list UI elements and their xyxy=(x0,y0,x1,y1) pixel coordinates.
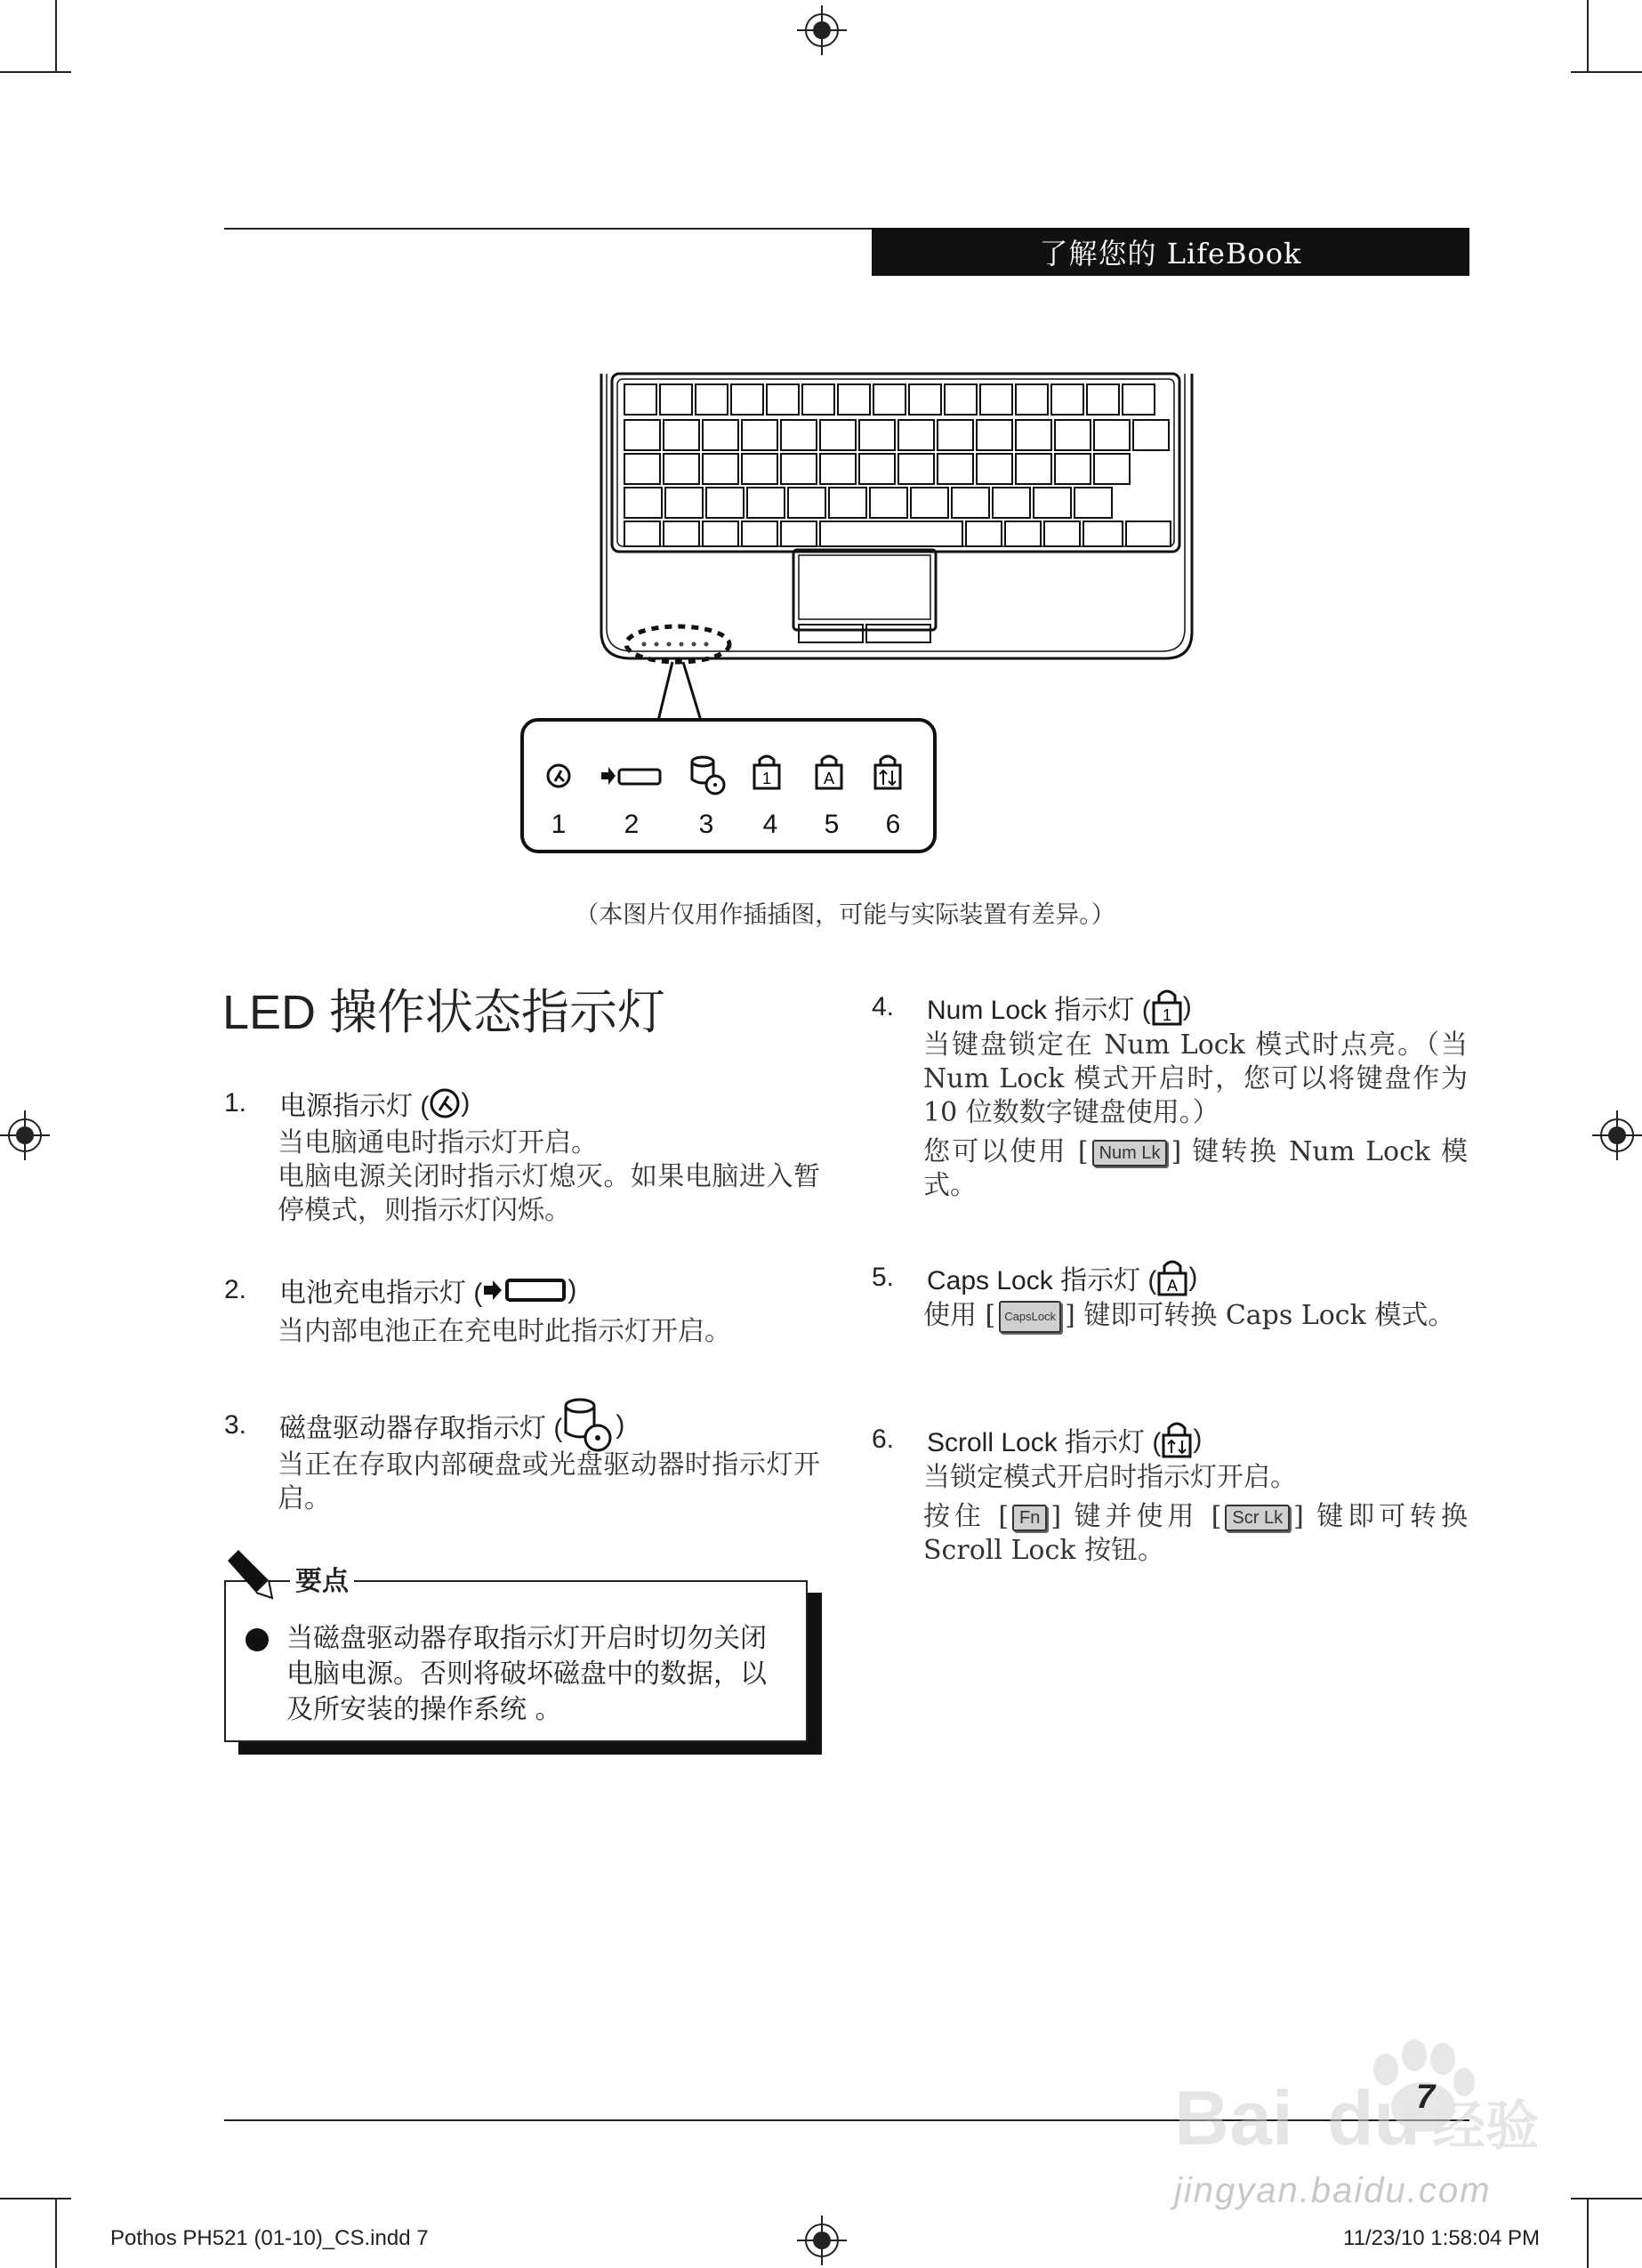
baidu-paw-icon xyxy=(1174,2020,1548,2162)
indicator-number: 3 xyxy=(698,810,714,839)
keyboard-key xyxy=(1133,420,1169,450)
keyboard-key xyxy=(788,488,825,518)
keyboard-key xyxy=(624,488,662,518)
keyboard-key xyxy=(802,384,834,415)
section-title: LED 操作状态指示灯 xyxy=(222,986,666,1039)
keyboard-key xyxy=(1005,521,1041,546)
list-item: 6. Scroll Lock 指示灯 ( ) 当锁定模式开启时指示灯开启。 按住 [ Fn ] 键并使用 [ Scr Lk ] 键即可转换 Scroll Lock 按钮。 xyxy=(872,1420,1468,1568)
item-text: 当键盘锁定在 Num Lock 模式时点亮。（当 Num Lock 模式开启时，您可以将键盘作为 10 位数数字键盘使用。） xyxy=(923,1029,1468,1128)
keyboard-key xyxy=(747,488,785,518)
keyboard-key xyxy=(1016,420,1051,450)
keyboard-key xyxy=(1126,521,1171,546)
header-title: 了解您的 LifeBook xyxy=(872,228,1469,276)
bullet-icon xyxy=(245,1628,269,1651)
registration-mark-icon xyxy=(1592,1110,1642,1160)
caps-lock-icon xyxy=(1156,1259,1188,1296)
keyboard-key xyxy=(1055,420,1091,450)
keyboard-key xyxy=(664,454,699,484)
list-item: 1. 电源指示灯 ( ) 当电脑通电时指示灯开启。 电脑电源关闭时指示灯熄灭。如果电脑进入暂停模式，则指示灯闪烁。 xyxy=(224,1084,820,1228)
keyboard-key xyxy=(664,521,699,546)
keyboard-key xyxy=(1044,521,1080,546)
svg-text:1: 1 xyxy=(761,770,772,787)
watermark-url: jingyan.baidu.com xyxy=(1174,2171,1492,2210)
scroll-lock-icon xyxy=(1161,1421,1193,1458)
caps-lock-key: CapsLock xyxy=(999,1301,1061,1333)
list-item: 3. 磁盘驱动器存取指示灯 ( ) 当正在存取内部硬盘或光盘驱动器时指示灯开启。 xyxy=(224,1397,820,1516)
keyboard-key xyxy=(820,521,962,546)
list-item: 2. 电池充电指示灯 ( ) 当内部电池正在充电时此指示灯开启。 xyxy=(224,1271,820,1349)
svg-text:du: du xyxy=(1327,2076,1421,2161)
keyboard-key xyxy=(1094,454,1130,484)
keyboard-key xyxy=(781,454,817,484)
crop-mark xyxy=(55,0,57,71)
keyboard-key xyxy=(952,488,989,518)
crop-mark xyxy=(1587,0,1589,71)
item-number: 2. xyxy=(224,1275,247,1304)
keyboard-key xyxy=(1055,454,1091,484)
keyboard-key xyxy=(1051,384,1083,415)
page-number: 7 xyxy=(1416,2078,1436,2116)
keyboard-key xyxy=(781,521,817,546)
item-number: 1. xyxy=(224,1088,247,1118)
crop-mark xyxy=(55,2198,57,2268)
item-text: 按住 [ Fn ] 键并使用 [ Scr Lk ] 键即可转换 Scroll Lock 按钮。 xyxy=(923,1501,1468,1566)
item-text: 当电脑通电时指示灯开启。 xyxy=(278,1127,598,1158)
item-text: 电脑电源关闭时指示灯熄灭。如果电脑进入暂停模式，则指示灯闪烁。 xyxy=(278,1161,820,1226)
item-title: 电池充电指示灯 ( xyxy=(279,1279,483,1308)
indicator-number: 1 xyxy=(551,810,567,839)
keyboard-key xyxy=(909,384,941,415)
keyboard-key xyxy=(898,420,934,450)
item-number: 6. xyxy=(872,1425,895,1454)
crop-mark xyxy=(1587,2198,1589,2268)
note-title: 要点 xyxy=(290,1559,354,1598)
indicator-number: 4 xyxy=(762,810,778,839)
keyboard-key xyxy=(838,384,870,415)
keyboard-key xyxy=(664,420,699,450)
registration-mark-icon xyxy=(797,5,847,55)
item-title: Caps Lock 指示灯 ( xyxy=(927,1266,1157,1295)
keyboard-key xyxy=(1016,454,1051,484)
led-indicator-callout xyxy=(519,717,938,854)
item-number: 5. xyxy=(872,1263,895,1292)
keyboard-key xyxy=(1075,488,1112,518)
item-text: 当锁定模式开启时指示灯开启。 xyxy=(923,1462,1297,1493)
keyboard-key xyxy=(820,454,856,484)
indicator-number: 6 xyxy=(885,810,901,839)
keyboard-key xyxy=(898,454,934,484)
keyboard-key xyxy=(624,521,660,546)
keyboard-key xyxy=(703,521,738,546)
keyboard-key xyxy=(703,454,738,484)
item-text: 使用 [ CapsLock ] 键即可转换 Caps Lock 模式。 xyxy=(923,1300,1455,1331)
keyboard-key xyxy=(731,384,763,415)
svg-text:经验: 经验 xyxy=(1432,2095,1539,2158)
svg-text:1: 1 xyxy=(1162,1006,1171,1024)
keyboard-key xyxy=(781,420,817,450)
keyboard-key xyxy=(1087,384,1119,415)
keyboard-key xyxy=(624,420,660,450)
num-lock-key: Num Lk xyxy=(1092,1140,1168,1166)
crop-mark xyxy=(0,2198,71,2199)
power-icon xyxy=(429,1087,461,1119)
keyboard-key xyxy=(1034,488,1071,518)
disk-drive-icon xyxy=(562,1397,616,1454)
keyboard-key xyxy=(742,454,777,484)
item-title: 磁盘驱动器存取指示灯 ( xyxy=(279,1414,563,1443)
registration-mark-icon xyxy=(0,1110,50,1160)
svg-text:A: A xyxy=(823,770,835,787)
keyboard-key xyxy=(993,488,1030,518)
file-slug: Pothos PH521 (01-10)_CS.indd 7 xyxy=(110,2226,429,2250)
svg-text:Bai: Bai xyxy=(1174,2076,1293,2161)
item-number: 3. xyxy=(224,1410,247,1440)
keyboard-key xyxy=(742,420,777,450)
keyboard-key xyxy=(859,420,895,450)
keyboard-key xyxy=(742,521,777,546)
keyboard-key xyxy=(1123,384,1155,415)
keyboard-key xyxy=(696,384,728,415)
keyboard-key xyxy=(660,384,692,415)
note-text: 当磁盘驱动器存取指示灯开启时切勿关闭电脑电源。否则将破坏磁盘中的数据，以及所安装的操作系统 。 xyxy=(286,1623,767,1725)
keyboard-key xyxy=(873,384,906,415)
item-title: Scroll Lock 指示灯 ( xyxy=(927,1428,1162,1457)
item-title: Num Lock 指示灯 ( xyxy=(927,996,1151,1025)
list-item: 4. Num Lock 指示灯 ( 1 ) 当键盘锁定在 Num Lock 模式时点亮。（当 Num Lock 模式开启时，您可以将键盘作为 10 位数数字键盘使用。） 您可以使用 [ Num Lk ] 键转换 Num Lock 模式。 xyxy=(872,988,1468,1203)
keyboard-key xyxy=(1083,521,1123,546)
battery-charging-icon xyxy=(482,1277,567,1303)
crop-mark xyxy=(1571,2198,1642,2199)
indicator-number: 5 xyxy=(824,810,840,839)
keyboard-key xyxy=(1094,420,1130,450)
keyboard-key xyxy=(977,420,1012,450)
keyboard-key xyxy=(870,488,907,518)
keyboard-key xyxy=(624,454,660,484)
keyboard-key xyxy=(911,488,948,518)
item-text: 当正在存取内部硬盘或光盘驱动器时指示灯开启。 xyxy=(278,1449,820,1514)
keyboard-key xyxy=(706,488,744,518)
keyboard-key xyxy=(624,384,656,415)
keyboard-key xyxy=(977,454,1012,484)
crop-mark xyxy=(0,71,71,73)
keyboard-key xyxy=(665,488,703,518)
keyboard-key xyxy=(859,454,895,484)
date-slug: 11/23/10 1:58:04 PM xyxy=(1343,2226,1541,2250)
svg-text:A: A xyxy=(1167,1277,1179,1295)
scroll-lock-key: Scr Lk xyxy=(1225,1505,1290,1531)
fn-key: Fn xyxy=(1012,1505,1047,1531)
keyboard-key xyxy=(938,454,973,484)
crop-mark xyxy=(1571,71,1642,73)
keyboard-key xyxy=(1016,384,1048,415)
keyboard-key xyxy=(767,384,799,415)
item-number: 4. xyxy=(872,992,895,1021)
keyboard-key xyxy=(980,384,1012,415)
indicator-number: 2 xyxy=(624,810,640,839)
list-item: 5. Caps Lock 指示灯 ( A ) 使用 [ CapsLock ] 键即可转换 Caps Lock 模式。 xyxy=(872,1258,1468,1333)
item-text: 您可以使用 [ Num Lk ] 键转换 Num Lock 模式。 xyxy=(923,1136,1468,1201)
item-text: 当内部电池正在充电时此指示灯开启。 xyxy=(278,1316,731,1347)
keyboard-key xyxy=(820,420,856,450)
keyboard-key xyxy=(966,521,1002,546)
keyboard-key xyxy=(938,420,973,450)
pencil-icon xyxy=(221,1548,279,1607)
num-lock-icon xyxy=(1151,989,1183,1026)
item-title: 电源指示灯 ( xyxy=(279,1092,430,1121)
figure-caption: （本图片仅用作插插图，可能与实际装置有差异。） xyxy=(575,901,1115,929)
keyboard-key xyxy=(945,384,977,415)
keyboard-key xyxy=(829,488,866,518)
registration-mark-icon xyxy=(797,2216,847,2265)
keyboard-key xyxy=(703,420,738,450)
